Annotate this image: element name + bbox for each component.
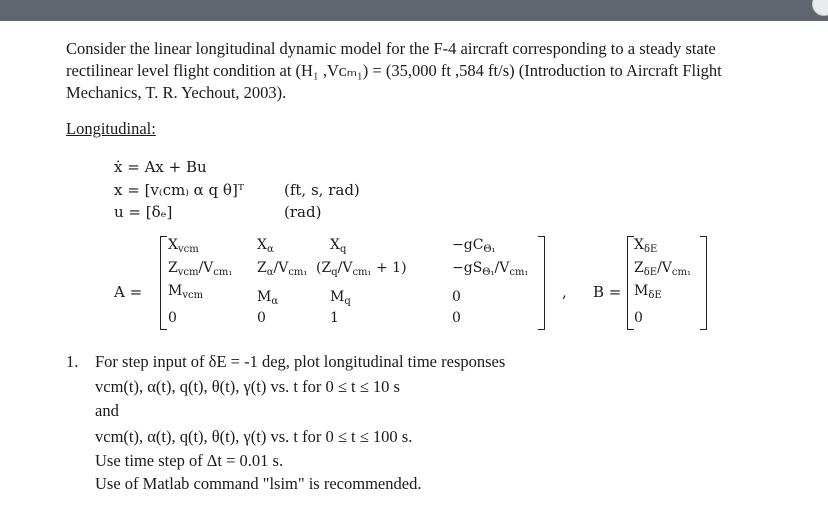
state-units: (ft, s, rad) [284,181,360,199]
input-vector: u = [δₑ] [114,203,173,221]
matrix-a-cell: 0 [452,310,461,326]
matrix-b-right-bracket [700,236,707,330]
task-line-4: vcm(t), α(t), q(t), θ(t), γ(t) vs. t for 0 ≤ t ≤ 100 s. [95,427,413,446]
matrix-a-right-bracket [538,236,545,330]
matrix-a-cell: $-gS_{\Theta_1}/V_{cm_1}$ [452,260,529,278]
matrix-a-cell: $(Z_q/V_{cm_1} + 1)$ [316,260,407,278]
matrix-b-cell: $Z_{\delta E}/V_{cm_1}$ [634,260,691,278]
matrix-a-label: A = [114,283,143,301]
matrix-b-cell: $X_{\delta E}$ [634,237,658,255]
matrix-a-cell: 0 [168,310,177,326]
matrix-b-left-bracket [627,236,634,330]
matrix-a-left-bracket [160,236,167,330]
matrix-b-cell: 0 [634,310,643,326]
input-units: (rad) [284,203,322,221]
matrix-b-cell: $M_{\delta E}$ [634,283,662,301]
matrix-a-cell: $Z_\alpha/V_{cm_1}$ [257,260,308,278]
matrix-a-cell: $-gC_{\Theta_1}$ [452,237,496,255]
intro-line-2: rectilinear level flight condition at (H₁ ,Vᴄₘ₁) = (35,000 ft ,584 ft/s) (Introduction to Aircraft Flight [66,61,722,80]
task-line-3: and [95,401,119,420]
matrix-separator: , [562,283,567,301]
intro-line-1: Consider the linear longitudinal dynamic model for the F-4 aircraft corresponding to a steady state [66,39,716,58]
section-heading: Longitudinal: [66,119,156,138]
matrix-a-cell: $X_{vcm}$ [168,237,199,255]
matrix-a-cell: 0 [452,289,461,305]
window-top-bar [0,0,828,21]
task-line-6: Use of Matlab command "lsim" is recommended. [95,474,422,493]
matrix-a-cell: $M_{vcm}$ [168,283,204,301]
state-vector: x = [v₍cm₎ α q θ]ᵀ [114,181,245,199]
matrix-a-cell: $M_\alpha$ [257,289,279,307]
matrix-a-cell: 0 [257,310,266,326]
task-number: 1. [66,352,79,371]
matrix-a-cell: $M_q$ [330,289,351,307]
matrix-a-cell: 1 [330,310,339,326]
matrix-b-label: B = [593,283,622,301]
task-line-2: vcm(t), α(t), q(t), θ(t), γ(t) vs. t for 0 ≤ t ≤ 10 s [95,377,400,396]
task-line-5: Use time step of Δt = 0.01 s. [95,451,284,470]
intro-paragraph [66,38,786,104]
intro-line-3: Mechanics, T. R. Yechout, 2003). [66,83,287,102]
matrix-a-cell: $Z_{vcm}/V_{cm_1}$ [168,260,233,278]
matrix-a-cell: $X_q$ [330,237,347,255]
task-line-1: For step input of δE = -1 deg, plot longitudinal time responses [95,352,506,371]
state-equation: ẋ = Ax + Bu [114,158,207,176]
matrix-a-cell: $X_\alpha$ [257,237,274,255]
